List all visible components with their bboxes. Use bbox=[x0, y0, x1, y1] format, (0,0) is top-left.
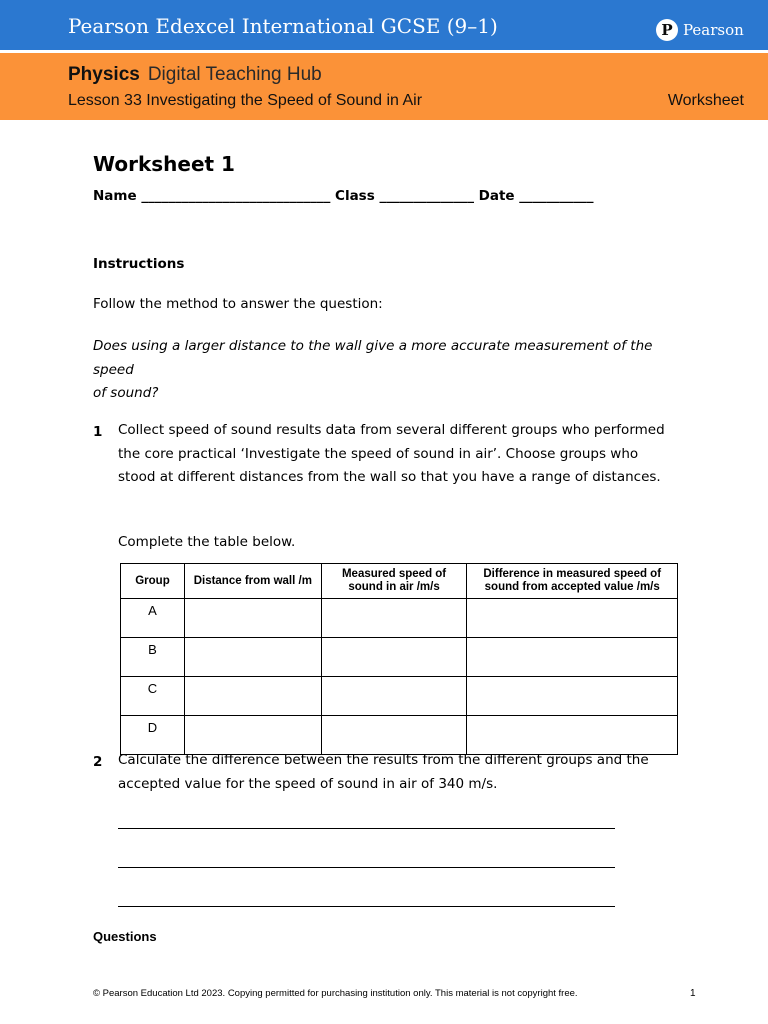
table-header-distance: Distance from wall /m bbox=[184, 564, 321, 599]
name-class-date-line: Name ____________________________ Class ______________ Date ___________ bbox=[93, 188, 594, 204]
group-cell: B bbox=[121, 638, 185, 677]
results-table bbox=[120, 563, 678, 755]
table-row bbox=[121, 638, 678, 677]
group-cell: A bbox=[121, 599, 185, 638]
answer-line[interactable] bbox=[118, 866, 615, 868]
distance-cell[interactable] bbox=[184, 677, 321, 716]
qualification-title: Pearson Edexcel International GCSE (9–1) bbox=[68, 14, 498, 38]
pearson-logo bbox=[656, 17, 744, 43]
table-header-row bbox=[121, 564, 678, 599]
pearson-logo-icon: P bbox=[656, 19, 678, 41]
page-number: 1 bbox=[690, 988, 696, 999]
measured-speed-cell[interactable] bbox=[321, 638, 467, 677]
investigation-question-line-1: Does using a larger distance to the wall give a more accurate measurement of the speed bbox=[93, 338, 653, 378]
difference-cell[interactable] bbox=[467, 677, 678, 716]
investigation-question bbox=[93, 335, 673, 406]
investigation-question-line-2: of sound? bbox=[93, 385, 159, 401]
answer-line[interactable] bbox=[118, 827, 615, 829]
questions-heading: Questions bbox=[93, 929, 157, 944]
group-cell: C bbox=[121, 677, 185, 716]
distance-cell[interactable] bbox=[184, 638, 321, 677]
lesson-title: Lesson 33 Investigating the Speed of Sound in Air bbox=[68, 92, 423, 109]
measured-speed-cell[interactable] bbox=[321, 599, 467, 638]
subject-name: Physics bbox=[68, 64, 140, 85]
table-row bbox=[121, 677, 678, 716]
instructions-text: Follow the method to answer the question: bbox=[93, 296, 383, 312]
table-header-measured-speed: Measured speed of sound in air /m/s bbox=[321, 564, 467, 599]
group-cell: D bbox=[121, 716, 185, 755]
difference-cell[interactable] bbox=[467, 638, 678, 677]
table-row bbox=[121, 599, 678, 638]
document-type: Worksheet bbox=[667, 92, 744, 109]
table-instruction: Complete the table below. bbox=[118, 534, 296, 550]
pearson-logo-text: Pearson bbox=[683, 21, 744, 39]
table-header-group: Group bbox=[121, 564, 185, 599]
difference-cell[interactable] bbox=[467, 599, 678, 638]
question-1-number: 1 bbox=[93, 424, 103, 440]
question-2-text: Calculate the difference between the results from the different groups and the accepted value for the speed of sound in air of 340 m/s. bbox=[118, 752, 649, 792]
distance-cell[interactable] bbox=[184, 599, 321, 638]
answer-line[interactable] bbox=[118, 905, 615, 907]
table-header-difference: Difference in measured speed of sound from accepted value /m/s bbox=[467, 564, 678, 599]
header-bar bbox=[0, 0, 768, 50]
question-2-number: 2 bbox=[93, 754, 103, 770]
measured-speed-cell[interactable] bbox=[321, 677, 467, 716]
worksheet-title: Worksheet 1 bbox=[93, 152, 235, 176]
hub-name: Digital Teaching Hub bbox=[147, 64, 322, 85]
copyright-footer: © Pearson Education Ltd 2023. Copying permitted for purchasing institution only. This material is not copyright free. bbox=[93, 988, 578, 999]
subject-line bbox=[68, 64, 322, 86]
instructions-heading: Instructions bbox=[93, 256, 185, 272]
question-1-text: Collect speed of sound results data from several different groups who performed the core practical ‘Investigate the speed of sound in air’. Choose groups who stood at different distances from the wall so that you have a range of distances. bbox=[118, 422, 665, 485]
